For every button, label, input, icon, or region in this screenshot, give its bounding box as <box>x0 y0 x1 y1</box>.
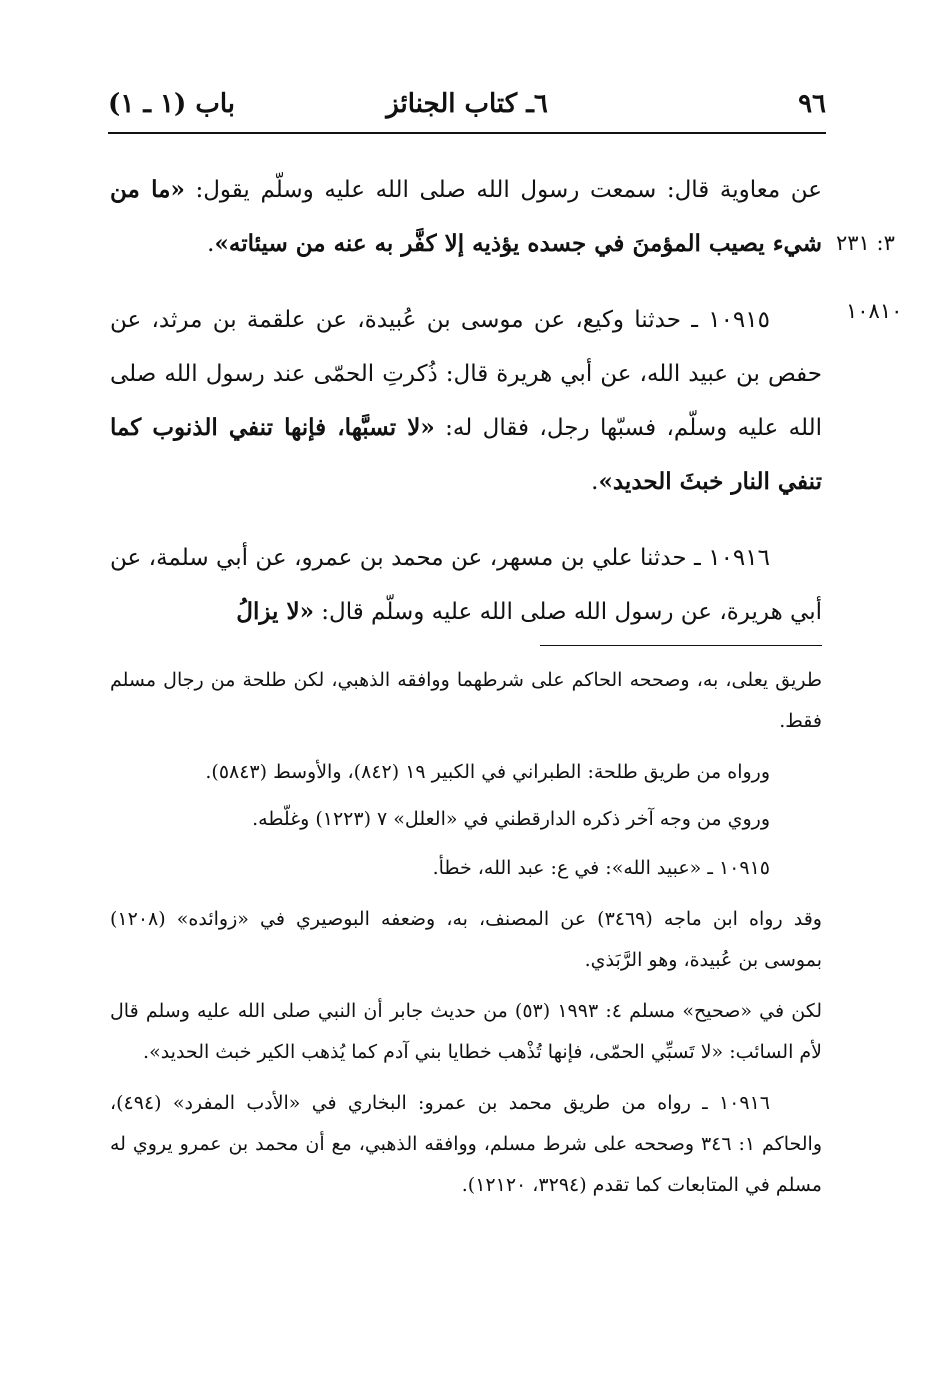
footnote-5: وقد رواه ابن ماجه (٣٤٦٩) عن المصنف، به، وضعفه البوصيري في «زوائده» (١٢٠٨) بموسى بن عُبيدة، وهو الرَّبَذي. <box>110 908 822 971</box>
chapter-label: باب (١ ـ ١) <box>108 89 235 119</box>
footnote-2: ورواه من طريق طلحة: الطبراني في الكبير ١٩ (٨٤٢)، والأوسط (٥٨٤٣). <box>205 761 770 783</box>
paragraph-1-hadith: «ما من شيء يصيب المؤمنَ في جسده يؤذيه إلا كفَّر به عنه من سيئاته» <box>110 176 822 257</box>
main-text <box>110 163 822 639</box>
footnote-7: ١٠٩١٦ ـ رواه من طريق محمد بن عمرو: البخاري في «الأدب المفرد» (٤٩٤)، والحاكم ١: ٣٤٦ وصححه على شرط مسلم، ووافقه الذهبي، مع أن محمد بن عمرو يروي له مسلم في المتابعات كما تقدم (٣٢٩٤، ١٢١٢٠). <box>110 1092 822 1196</box>
paragraph-1-end: . <box>207 231 215 257</box>
footnote-1: طريق يعلى، به، وصححه الحاكم على شرطهما ووافقه الذهبي، لكن طلحة من رجال مسلم فقط. <box>110 669 822 732</box>
paragraph-1 <box>110 163 822 271</box>
paragraph-10915-text: ١٠٩١٥ ـ حدثنا وكيع، عن موسى بن عُبيدة، عن علقمة بن مرثد، عن حفص بن عبيد الله، عن أبي هريرة قال: ذُكرتِ الحمّى عند رسول الله صلى الله عليه وسلّم، فسبّها رجل، فقال له: <box>110 307 822 441</box>
footnotes <box>110 660 822 1206</box>
margin-reference-1: ٣: ٢٣١ <box>836 231 895 255</box>
paragraph-10915 <box>110 293 822 509</box>
paragraph-10915-end: . <box>591 469 599 495</box>
footnote-3: وروي من وجه آخر ذكره الدارقطني في «العلل» ٧ (١٢٢٣) وغلّطه. <box>252 808 770 830</box>
paragraph-10916-text: ١٠٩١٦ ـ حدثنا علي بن مسهر، عن محمد بن عمرو، عن أبي سلمة، عن أبي هريرة، عن رسول الله صلى الله عليه وسلّم قال: <box>110 545 822 625</box>
header-divider <box>108 132 826 134</box>
paragraph-10916 <box>110 531 822 639</box>
page-number: ٩٦ <box>798 89 826 119</box>
book-title: ٦ـ كتاب الجنائز <box>386 89 548 119</box>
paragraph-10915-hadith: «لا تسبَّها، فإنها تنفي الذنوب كما تنفي النار خبثَ الحديد» <box>110 414 822 495</box>
margin-reference-2: ١٠٨١٠ <box>846 299 903 323</box>
paragraph-10916-hadith: «لا يزالُ <box>236 598 314 625</box>
paragraph-1-text: عن معاوية قال: سمعت رسول الله صلى الله عليه وسلّم يقول: <box>184 177 822 203</box>
footnote-divider <box>540 645 822 646</box>
footnote-6: لكن في «صحيح» مسلم ٤: ١٩٩٣ (٥٣) من حديث جابر أن النبي صلى الله عليه وسلم قال لأم السائب: «لا تَسبِّي الحمّى، فإنها تُذْهب خطايا بني آدم كما يُذهب الكير خبث الحديد». <box>110 1000 823 1063</box>
running-header <box>108 84 826 124</box>
footnote-4: ١٠٩١٥ ـ «عبيد الله»: في ع: عبد الله، خطأ. <box>432 857 770 879</box>
